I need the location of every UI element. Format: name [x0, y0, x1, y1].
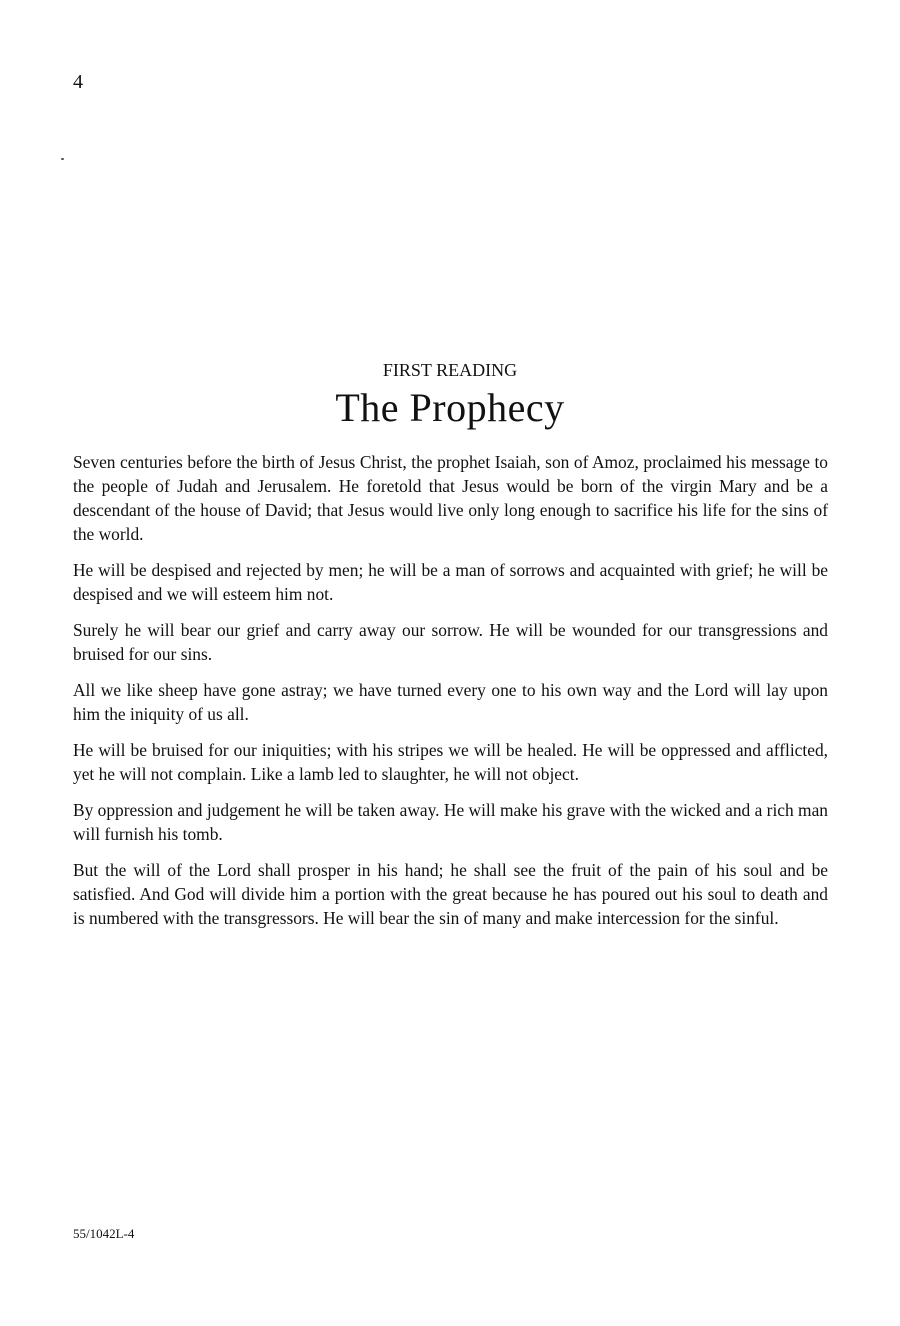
paragraph: He will be despised and rejected by men; he will be a man of sorrows and acquainted with grief; he will be despised and we will esteem him not.: [73, 560, 828, 604]
footer-code: 55/1042L-4: [73, 1226, 135, 1241]
paragraph: He will be bruised for our iniquities; with his stripes we will be healed. He will be oppressed and afflicted, yet he will not complain. Like a lamb led to slaughter, he will not object.: [73, 740, 828, 784]
paragraph: All we like sheep have gone astray; we have turned every one to his own way and the Lord will lay upon him the iniquity of us all.: [73, 680, 828, 724]
paragraph: By oppression and judgement he will be taken away. He will make his grave with the wicked and a rich man will furnish his tomb.: [73, 800, 828, 844]
reading-body: [73, 450, 828, 942]
paragraph: But the will of the Lord shall prosper in his hand; he shall see the fruit of the pain of his soul and be satisfied. And God will divide him a portion with the great because he has poured out his soul to death and is numbered with the transgressors. He will bear the sin of many and make intercession for the sinful.: [73, 860, 828, 928]
scan-speck: [61, 158, 64, 160]
section-label: FIRST READING: [382, 360, 518, 380]
paragraph: Surely he will bear our grief and carry away our sorrow. He will be wounded for our transgressions and bruised for our sins.: [73, 620, 828, 664]
page-number: 4: [73, 71, 83, 93]
page-title: The Prophecy: [335, 385, 565, 430]
reading-header: [0, 358, 900, 432]
paragraph: Seven centuries before the birth of Jesus Christ, the prophet Isaiah, son of Amoz, proclaimed his message to the people of Judah and Jerusalem. He foretold that Jesus would be born of the virgin Mary and be a descendant of the house of David; that Jesus would live only long enough to sacrifice his life for the sins of the world.: [73, 452, 828, 544]
